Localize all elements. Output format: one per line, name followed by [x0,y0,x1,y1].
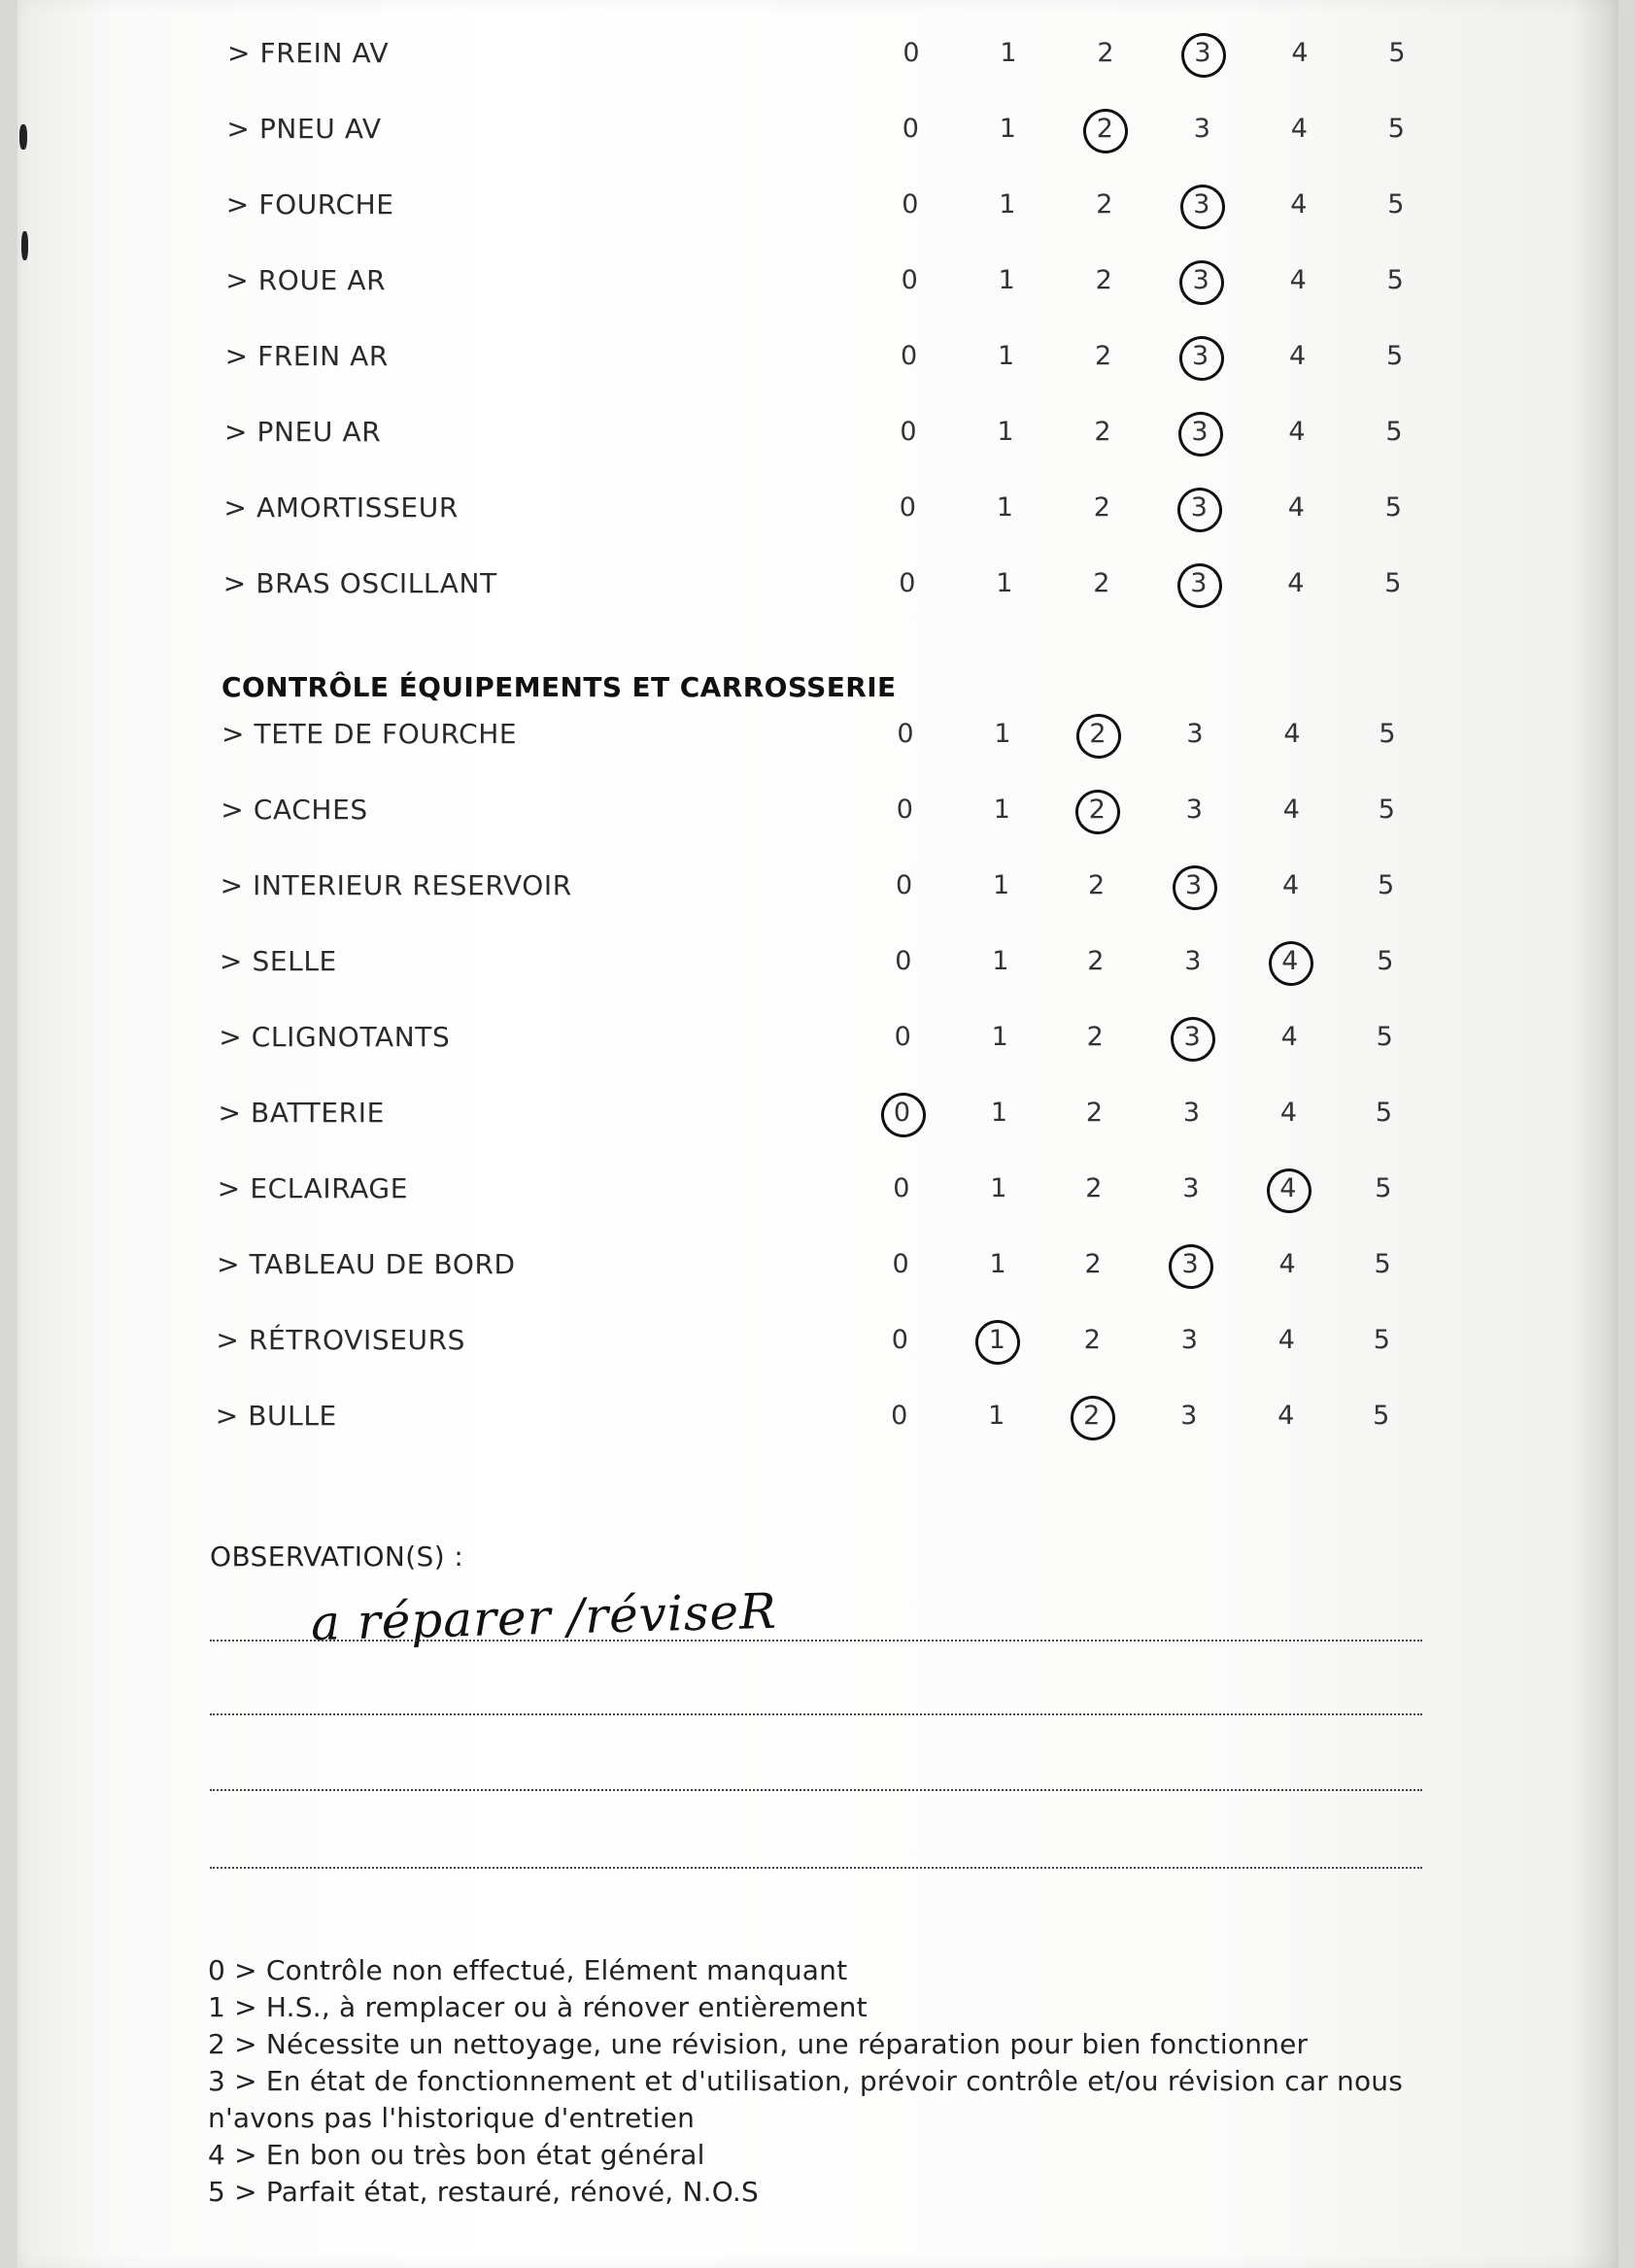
rating-row-label: > ROUE AR [225,264,387,296]
score-value: 0 [902,114,919,144]
score-option-2[interactable] [1073,479,1131,537]
score-value: 1 [992,946,1009,976]
score-value: 2 [1095,341,1112,371]
score-option-2[interactable] [1075,176,1134,234]
rating-row [0,100,1635,158]
rating-row-label: > CACHES [221,794,368,826]
score-option-5[interactable] [1354,1160,1413,1218]
selection-circle-icon [876,1089,930,1142]
score-value: 0 [892,1249,909,1279]
rating-row-label: > FREIN AV [227,37,390,69]
score-value: 3 [1181,1249,1199,1279]
score-option-1[interactable] [970,1160,1028,1218]
score-value: 5 [1377,946,1394,976]
score-option-5[interactable] [1353,1236,1412,1294]
score-option-3[interactable] [1172,327,1230,386]
score-value: 2 [1089,719,1107,749]
score-option-2[interactable] [1063,1387,1121,1445]
selection-circle-icon [1176,181,1230,234]
score-option-0[interactable] [879,403,937,461]
rating-row [0,555,1635,613]
score-option-2[interactable] [1067,932,1125,991]
rating-row [0,24,1635,83]
selection-circle-icon [1175,332,1228,386]
score-value: 4 [1289,265,1307,295]
score-value: 2 [1088,795,1106,825]
legend-line: 4 > En bon ou très bon état général [208,2139,705,2171]
score-value: 3 [1182,1173,1200,1203]
rating-row-label: > TETE DE FOURCHE [221,718,518,750]
score-option-4[interactable] [1262,857,1320,915]
score-option-2[interactable] [1066,1084,1124,1142]
score-option-1[interactable] [968,1311,1026,1370]
score-option-3[interactable] [1170,479,1228,537]
rating-row-label: > RÉTROVISEURS [216,1324,466,1356]
score-option-2[interactable] [1064,1236,1122,1294]
legend-line: 2 > Nécessite un nettoyage, une révision, une réparation pour bien fonctionner [208,2028,1309,2060]
score-value: 4 [1277,1325,1295,1355]
score-value: 0 [893,1098,911,1128]
selection-circle-icon [1175,256,1229,310]
score-option-2[interactable] [1068,781,1126,839]
selection-circle-icon [1168,862,1221,915]
rating-row [0,1311,1635,1370]
rating-row [0,1236,1635,1294]
rating-row-label: > SELLE [219,945,337,977]
score-option-3[interactable] [1173,100,1231,158]
score-value: 1 [996,492,1013,523]
selection-circle-icon [1072,786,1125,839]
score-value: 3 [1192,341,1209,371]
score-option-1[interactable] [975,555,1034,613]
score-value: 3 [1180,1325,1198,1355]
score-value: 4 [1278,1249,1296,1279]
score-option-0[interactable] [873,1008,932,1066]
score-value: 4 [1279,1098,1298,1128]
score-option-1[interactable] [978,176,1037,234]
score-option-4[interactable] [1269,252,1327,310]
score-option-1[interactable] [972,857,1031,915]
score-option-0[interactable] [882,24,940,83]
score-option-0[interactable] [875,781,934,839]
score-option-2[interactable] [1074,252,1133,310]
score-value: 0 [893,1173,910,1203]
score-option-1[interactable] [971,1084,1029,1142]
score-value: 3 [1193,114,1210,144]
score-option-1[interactable] [972,781,1031,839]
score-option-3[interactable] [1163,1008,1221,1066]
score-option-5[interactable] [1364,555,1422,613]
score-option-0[interactable] [872,1160,931,1218]
score-option-3[interactable] [1165,857,1223,915]
score-value: 1 [988,1401,1005,1431]
score-option-4[interactable] [1262,781,1320,839]
score-option-4[interactable] [1258,1236,1316,1294]
score-value: 0 [897,719,914,749]
rating-row [0,1387,1635,1445]
score-option-0[interactable] [880,327,938,386]
score-value: 4 [1287,568,1305,598]
score-option-4[interactable] [1257,1387,1315,1445]
rating-row-label: > BATTERIE [218,1097,385,1129]
legend-line: 3 > En état de fonctionnement et d'utilisation, prévoir contrôle et/ou révision car nous [208,2065,1404,2097]
score-option-4[interactable] [1261,932,1319,991]
score-option-0[interactable] [870,1387,929,1445]
score-value: 0 [901,341,918,371]
rating-row-label: > FREIN AR [224,340,389,372]
score-value: 1 [997,417,1014,447]
score-option-1[interactable] [971,932,1030,991]
score-value: 4 [1291,38,1309,68]
score-option-2[interactable] [1066,1008,1124,1066]
score-value: 5 [1386,341,1404,371]
score-value: 4 [1287,492,1305,523]
score-value: 5 [1387,189,1405,220]
score-value: 3 [1194,38,1211,68]
score-value: 0 [903,38,920,68]
score-value: 1 [993,870,1010,900]
score-value: 5 [1374,1249,1391,1279]
score-option-0[interactable] [873,1084,932,1142]
rating-row-label: > BULLE [215,1400,337,1432]
score-option-5[interactable] [1367,100,1425,158]
rating-row-label: > AMORTISSEUR [223,491,459,524]
score-option-1[interactable] [977,327,1036,386]
score-value: 2 [1088,870,1106,900]
selection-circle-icon [1175,408,1228,461]
score-option-4[interactable] [1267,555,1325,613]
score-option-0[interactable] [876,705,935,763]
score-value: 2 [1094,417,1111,447]
score-value: 1 [994,719,1011,749]
score-value: 2 [1085,1173,1103,1203]
score-option-0[interactable] [880,252,938,310]
score-value: 0 [899,568,916,598]
score-option-5[interactable] [1356,932,1414,991]
score-option-1[interactable] [975,479,1034,537]
score-value: 3 [1190,568,1208,598]
score-value: 1 [988,1325,1005,1355]
score-value: 5 [1373,1401,1390,1431]
rating-row [0,1084,1635,1142]
score-option-3[interactable] [1170,555,1228,613]
score-option-3[interactable] [1174,24,1232,83]
score-option-2[interactable] [1068,857,1126,915]
score-value: 0 [894,1022,911,1052]
score-value: 0 [900,417,917,447]
score-value: 2 [1083,1325,1101,1355]
score-value: 0 [896,795,913,825]
score-option-4[interactable] [1260,1008,1318,1066]
observation-line[interactable] [210,1789,1422,1791]
score-option-4[interactable] [1270,100,1328,158]
score-value: 5 [1387,114,1405,144]
score-option-4[interactable] [1257,1311,1315,1370]
score-value: 5 [1373,1325,1390,1355]
score-option-2[interactable] [1076,24,1135,83]
observations-label: OBSERVATION(S) : [210,1540,464,1573]
score-value: 1 [1000,38,1017,68]
score-option-2[interactable] [1073,403,1132,461]
score-value: 0 [899,492,916,523]
score-value: 5 [1376,1022,1393,1052]
score-option-1[interactable] [978,100,1037,158]
score-value: 4 [1289,341,1307,371]
score-value: 1 [990,1173,1007,1203]
score-option-2[interactable] [1065,1160,1123,1218]
score-value: 5 [1375,1173,1392,1203]
score-option-0[interactable] [878,479,937,537]
score-value: 2 [1086,1022,1104,1052]
rating-row [0,705,1635,763]
rating-row-label: > CLIGNOTANTS [219,1021,451,1053]
score-value: 2 [1087,946,1105,976]
score-option-5[interactable] [1368,24,1426,83]
rating-row [0,781,1635,839]
score-value: 3 [1193,189,1210,220]
score-value: 3 [1183,1022,1201,1052]
score-value: 5 [1384,492,1402,523]
score-option-4[interactable] [1260,1084,1318,1142]
score-value: 1 [998,341,1015,371]
score-option-4[interactable] [1268,403,1326,461]
score-option-5[interactable] [1358,705,1416,763]
selection-circle-icon [1265,937,1318,991]
score-value: 4 [1283,719,1301,749]
score-option-5[interactable] [1366,252,1424,310]
score-option-3[interactable] [1163,1084,1221,1142]
score-value: 0 [891,1325,908,1355]
selection-circle-icon [1174,484,1227,537]
score-value: 1 [999,114,1016,144]
score-value: 4 [1282,795,1300,825]
rating-row [0,252,1635,310]
score-value: 4 [1277,1401,1295,1431]
score-value: 5 [1378,870,1395,900]
rating-row [0,1008,1635,1066]
score-value: 2 [1096,114,1113,144]
score-value: 4 [1282,870,1300,900]
score-value: 3 [1190,492,1208,523]
score-value: 5 [1385,417,1403,447]
score-option-5[interactable] [1357,857,1415,915]
score-option-3[interactable] [1162,1160,1220,1218]
score-option-4[interactable] [1263,705,1321,763]
selection-circle-icon [1079,105,1133,158]
selection-circle-icon [1263,1165,1316,1218]
score-value: 5 [1388,38,1406,68]
score-value: 2 [1093,568,1110,598]
score-option-5[interactable] [1355,1084,1414,1142]
score-option-1[interactable] [976,403,1035,461]
score-option-2[interactable] [1073,555,1131,613]
score-option-0[interactable] [871,1236,930,1294]
score-option-1[interactable] [969,1236,1027,1294]
score-option-5[interactable] [1352,1311,1411,1370]
score-value: 4 [1290,114,1308,144]
score-option-3[interactable] [1166,705,1224,763]
rating-row-label: > ECLAIRAGE [217,1172,409,1204]
score-value: 2 [1097,38,1114,68]
score-value: 1 [990,1098,1008,1128]
score-value: 3 [1191,417,1209,447]
rating-row-label: > BRAS OSCILLANT [222,567,497,599]
score-option-0[interactable] [878,555,937,613]
score-option-0[interactable] [881,100,939,158]
score-option-4[interactable] [1259,1160,1317,1218]
score-option-2[interactable] [1074,327,1133,386]
score-value: 1 [998,265,1015,295]
score-option-1[interactable] [971,1008,1029,1066]
score-value: 3 [1184,946,1202,976]
score-value: 4 [1280,1022,1298,1052]
rating-row-label: > INTERIEUR RESERVOIR [220,869,572,901]
rating-row-label: > PNEU AR [224,416,382,448]
score-value: 5 [1378,795,1395,825]
score-value: 1 [989,1249,1006,1279]
observation-handwritten-text: a réparer /réviseR [310,1582,778,1652]
score-option-5[interactable] [1367,176,1425,234]
score-value: 3 [1192,265,1209,295]
observation-line[interactable] [210,1713,1422,1715]
score-value: 4 [1281,946,1299,976]
score-option-1[interactable] [973,705,1032,763]
score-option-0[interactable] [874,932,933,991]
selection-circle-icon [1165,1240,1218,1294]
score-value: 1 [993,795,1010,825]
score-option-2[interactable] [1063,1311,1121,1370]
score-value: 2 [1083,1401,1101,1431]
rating-row [0,176,1635,234]
score-option-3[interactable] [1171,403,1229,461]
score-value: 1 [999,189,1016,220]
score-value: 1 [991,1022,1008,1052]
rating-row-label: > FOURCHE [225,188,394,220]
observation-line[interactable] [210,1640,1422,1642]
legend-line: 1 > H.S., à remplacer ou à rénover entièrement [208,1991,868,2023]
rating-row-label: > PNEU AV [226,113,382,145]
score-option-2[interactable] [1069,705,1127,763]
score-value: 3 [1185,870,1203,900]
score-value: 4 [1279,1173,1297,1203]
rating-row-label: > TABLEAU DE BORD [217,1248,516,1280]
score-value: 0 [902,189,919,220]
score-value: 5 [1375,1098,1393,1128]
rating-row [0,1160,1635,1218]
legend-line: 0 > Contrôle non effectué, Elément manquant [208,1954,848,1986]
score-option-3[interactable] [1161,1236,1219,1294]
score-value: 0 [896,870,913,900]
score-option-4[interactable] [1269,327,1327,386]
score-value: 4 [1288,417,1306,447]
score-option-5[interactable] [1355,1008,1414,1066]
score-option-3[interactable] [1160,1311,1218,1370]
observation-line[interactable] [210,1867,1422,1869]
score-option-4[interactable] [1270,176,1328,234]
selection-circle-icon [1066,1392,1119,1445]
score-option-2[interactable] [1075,100,1134,158]
score-value: 0 [901,265,918,295]
selection-circle-icon [971,1316,1025,1370]
score-option-3[interactable] [1165,781,1223,839]
score-option-0[interactable] [875,857,934,915]
selection-circle-icon [1177,29,1231,83]
rating-row [0,932,1635,991]
selection-circle-icon [1167,1013,1220,1066]
score-option-3[interactable] [1164,932,1222,991]
score-value: 5 [1386,265,1404,295]
legend-line: n'avons pas l'historique d'entretien [208,2102,696,2134]
rating-row [0,327,1635,386]
score-value: 2 [1093,492,1110,523]
selection-circle-icon [1073,710,1126,763]
score-option-1[interactable] [979,24,1038,83]
score-value: 0 [891,1401,908,1431]
score-option-0[interactable] [881,176,939,234]
score-value: 4 [1290,189,1308,220]
score-value: 3 [1186,719,1204,749]
selection-circle-icon [1174,559,1227,613]
score-option-3[interactable] [1160,1387,1218,1445]
score-legend [208,1952,1442,2211]
score-option-3[interactable] [1172,252,1230,310]
score-option-1[interactable] [968,1387,1026,1445]
score-option-5[interactable] [1365,403,1423,461]
score-value: 5 [1384,568,1402,598]
score-value: 3 [1180,1401,1198,1431]
rating-row [0,479,1635,537]
score-option-1[interactable] [977,252,1036,310]
score-option-5[interactable] [1357,781,1415,839]
legend-line: 5 > Parfait état, restauré, rénové, N.O.S [208,2176,759,2208]
score-option-4[interactable] [1271,24,1329,83]
score-option-0[interactable] [870,1311,929,1370]
score-option-3[interactable] [1173,176,1231,234]
score-option-5[interactable] [1366,327,1424,386]
score-value: 2 [1085,1098,1104,1128]
score-value: 2 [1084,1249,1102,1279]
score-value: 2 [1096,189,1113,220]
rating-row [0,857,1635,915]
score-value: 0 [895,946,912,976]
score-value: 5 [1379,719,1396,749]
score-option-5[interactable] [1352,1387,1411,1445]
score-value: 3 [1182,1098,1201,1128]
score-option-5[interactable] [1364,479,1422,537]
score-value: 1 [996,568,1013,598]
section-title: CONTRÔLE ÉQUIPEMENTS ET CARROSSERIE [221,671,897,703]
score-value: 3 [1185,795,1203,825]
score-value: 2 [1095,265,1112,295]
score-option-4[interactable] [1267,479,1325,537]
rating-row [0,403,1635,461]
